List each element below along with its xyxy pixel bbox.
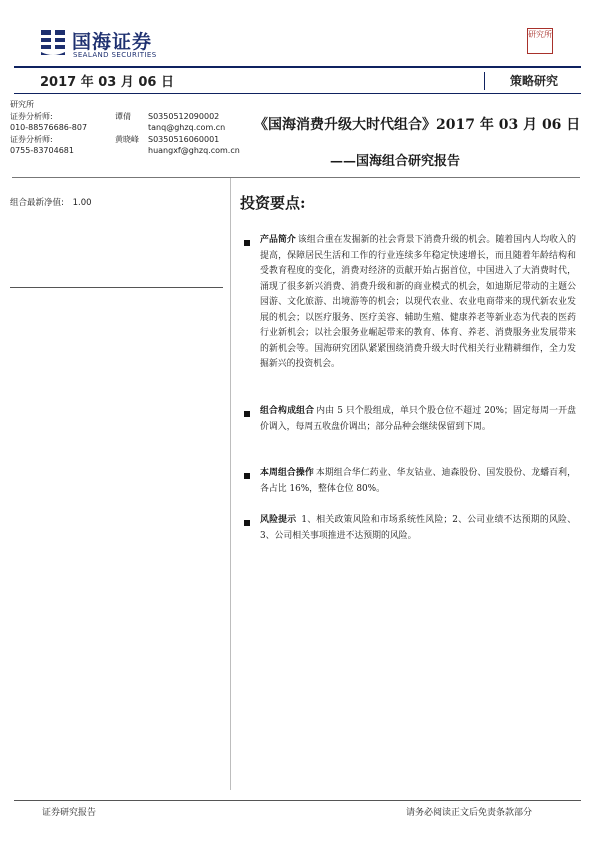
analyst-contact-row (10, 122, 230, 134)
dept-row: 研究所 (10, 100, 34, 109)
point-lead: 风险提示 (260, 515, 297, 525)
research-institute-seal: 研究所 (527, 28, 553, 54)
analyst-role: 证券分析师: (10, 111, 53, 121)
point-lead: 产品简介 (260, 235, 296, 245)
analyst-license: S0350516060001 (148, 134, 220, 144)
point-text: 本期组合华仁药业、华友钴业、迪森股份、国发股份、龙蟠百利，各占比 16%，整体仓位 80%。 (260, 468, 577, 494)
footer-rule (14, 800, 581, 801)
point-portfolio-composition (260, 404, 576, 435)
analyst-contact-row (10, 145, 240, 157)
analyst-row (10, 111, 230, 123)
report-type: 策略研究 (510, 74, 559, 88)
section-heading: 投资要点: (240, 194, 306, 212)
point-text: 内由 5 只个股组成，单只个股仓位不超过 20%；固定每周一开盘价调入，每周五收盘价调出；部分品种会继续保留到下周。 (260, 406, 576, 432)
analyst-license: S0350512090002 (148, 111, 220, 121)
column-divider (230, 178, 231, 790)
analyst-name: 黄晓峰 (115, 134, 139, 144)
point-risk-warning (260, 513, 576, 544)
bullet-icon (244, 520, 250, 526)
sealand-logo-icon (40, 28, 66, 56)
header-tab-divider (484, 72, 485, 90)
logo-chinese-name: 国海证券 (72, 31, 153, 53)
report-subtitle: ——国海组合研究报告 (330, 154, 461, 169)
analyst-email[interactable]: huangxf@ghzq.com.cn (148, 146, 240, 156)
analyst-phone: 010-88576686-807 (10, 123, 88, 133)
analyst-role: 证券分析师: (10, 134, 53, 144)
analyst-email[interactable]: tanq@ghzq.com.cn (148, 123, 226, 133)
sidebar-divider (10, 287, 223, 288)
footer-disclaimer-note: 请务必阅读正文后免责条款部分 (406, 808, 533, 818)
logo-english-name: SEALAND SECURITIES (73, 51, 157, 59)
point-text: 1、相关政策风险和市场系统性风险；2、公司业绩不达预期的风险、3、公司相关事项推进不达预期的风险。 (260, 515, 576, 541)
header-top-rule (14, 66, 581, 68)
point-text: 该组合重在发掘新的社会背景下消费升级的机会。随着国内人均收入的提高，保障居民生活和工作的行业连续多年稳定快速增长，而且随着年龄结构和受教育程度的变化，消费对经济的贡献开始占据首位，中国进入了大消费时代，涌现了很多新兴消费、消费升级和新的商业模式的机会，如迪斯尼带动的主题公园游、文化旅游、出境游等的机会；以现代农业、农业电商带来的现代新农业发展的机会；以医疗服务、医疗美容、辅助生殖、健康养老等新业态为代表的医药行业新机会；以社会服务业崛起带来的教育、体育、养老、消费服务业发展带来的新机会等。国海研究团队紧紧围绕消费升级大时代相关行业精耕细作，全力发掘新兴的投资机会。 (260, 235, 577, 369)
point-lead: 组合构成组合 (260, 406, 315, 416)
point-product-intro (260, 233, 576, 373)
nav-label: 组合最新净值: (10, 198, 64, 208)
analyst-name: 谭倩 (115, 111, 131, 121)
analyst-contacts (10, 99, 240, 157)
title-divider (12, 177, 580, 178)
bullet-icon (244, 473, 250, 479)
nav-value: 1.00 (72, 198, 92, 208)
point-weekly-operation (260, 466, 576, 497)
footer-report-label: 证券研究报告 (42, 808, 97, 818)
point-lead: 本周组合操作 (260, 468, 314, 478)
analyst-phone: 0755-83704681 (10, 146, 74, 156)
report-date: 2017 年 03 月 06 日 (40, 75, 174, 90)
bullet-icon (244, 240, 250, 246)
report-title: 《国海消费升级大时代组合》2017 年 03 月 06 日 (254, 117, 581, 133)
header-bottom-rule (14, 93, 581, 94)
portfolio-nav (10, 196, 92, 208)
analyst-row (10, 134, 230, 146)
bullet-icon (244, 411, 250, 417)
